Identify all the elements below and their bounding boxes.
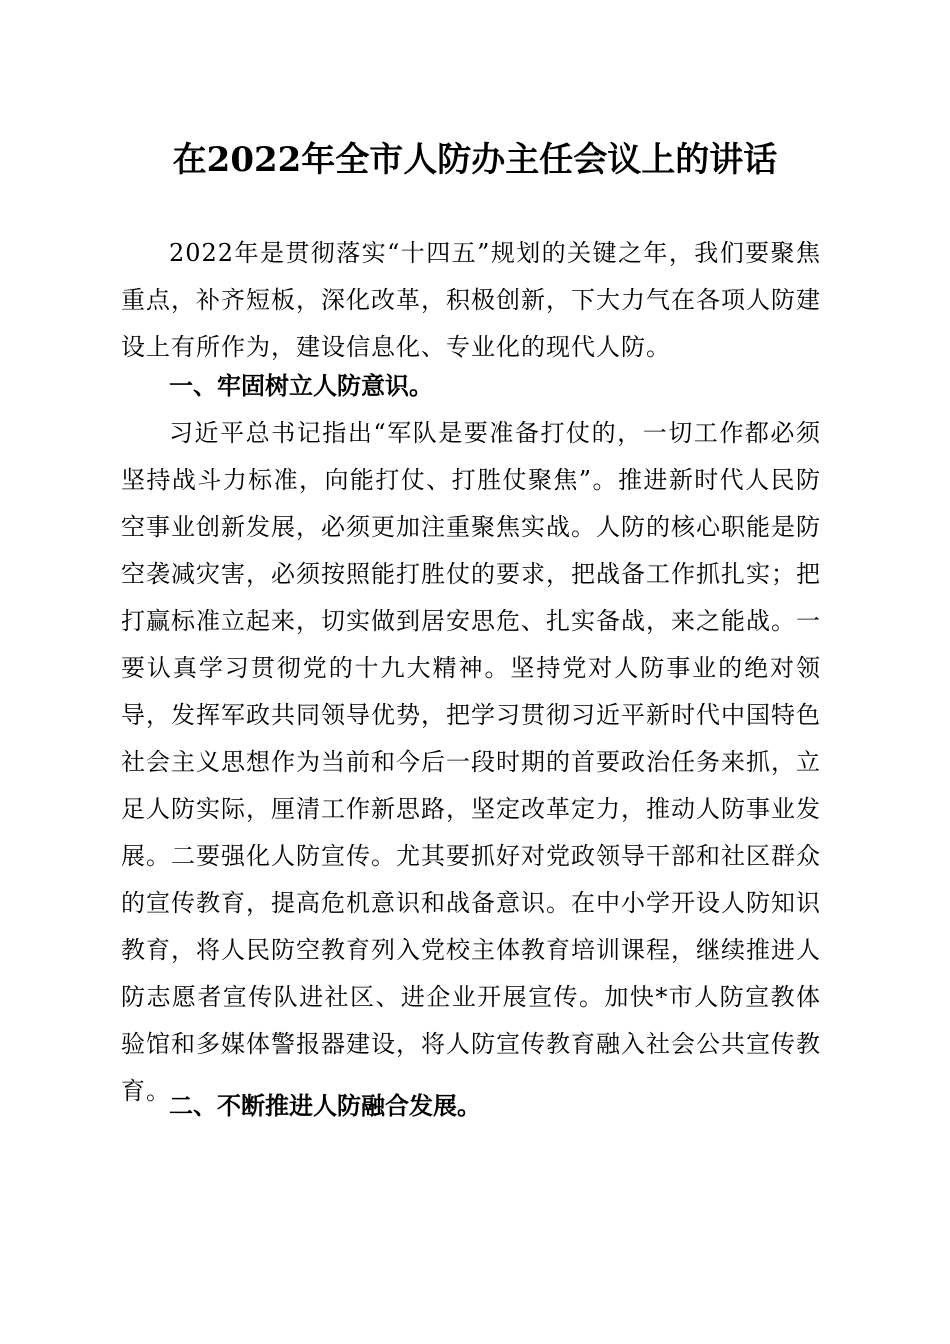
document-title: 在2022年全市人防办主任会议上的讲话 [172,140,778,180]
section-heading-1: 一、牢固树立人防意识。 [169,372,433,400]
intro-paragraph: 2022年是贯彻落实“十四五”规划的关键之年，我们要聚焦重点，补齐短板，深化改革，积极创新，下大力气在各项人防建设上有所作为，建设信息化、专业化的现代人防。 [121,239,821,361]
section-heading-2: 二、不断推进人防融合发展。 [169,1092,481,1120]
section-1-paragraph: 习近平总书记指出“军队是要准备打仗的，一切工作都必须坚持战斗力标准，向能打仗、打胜仗聚焦”。推进新时代人民防空事业创新发展，必须更加注重聚焦实战。人防的核心职能是防空袭减灾害，必须按照能打胜仗的要求，把战备工作抓扎实；把打赢标准立起来，切实做到居安思危、扎实备战，来之能战。一要认真学习贯彻党的十九大精神。坚持党对人防事业的绝对领导，发挥军政共同领导优势，把学习贯彻习近平新时代中国特色社会主义思想作为当前和今后一段时期的首要政治任务来抓，立足人防实际，厘清工作新思路，坚定改革定力，推动人防事业发展。二要强化人防宣传。尤其要抓好对党政领导干部和社区群众的宣传教育，提高危机意识和战备意识。在中小学开设人防知识教育，将人民防空教育列入党校主体教育培训课程，继续推进人防志愿者宣传队进社区、进企业开展宣传。加快*市人防宣教体验馆和多媒体警报器建设，将人防宣传教育融入社会公共宣传教育。 [121,419,821,1105]
